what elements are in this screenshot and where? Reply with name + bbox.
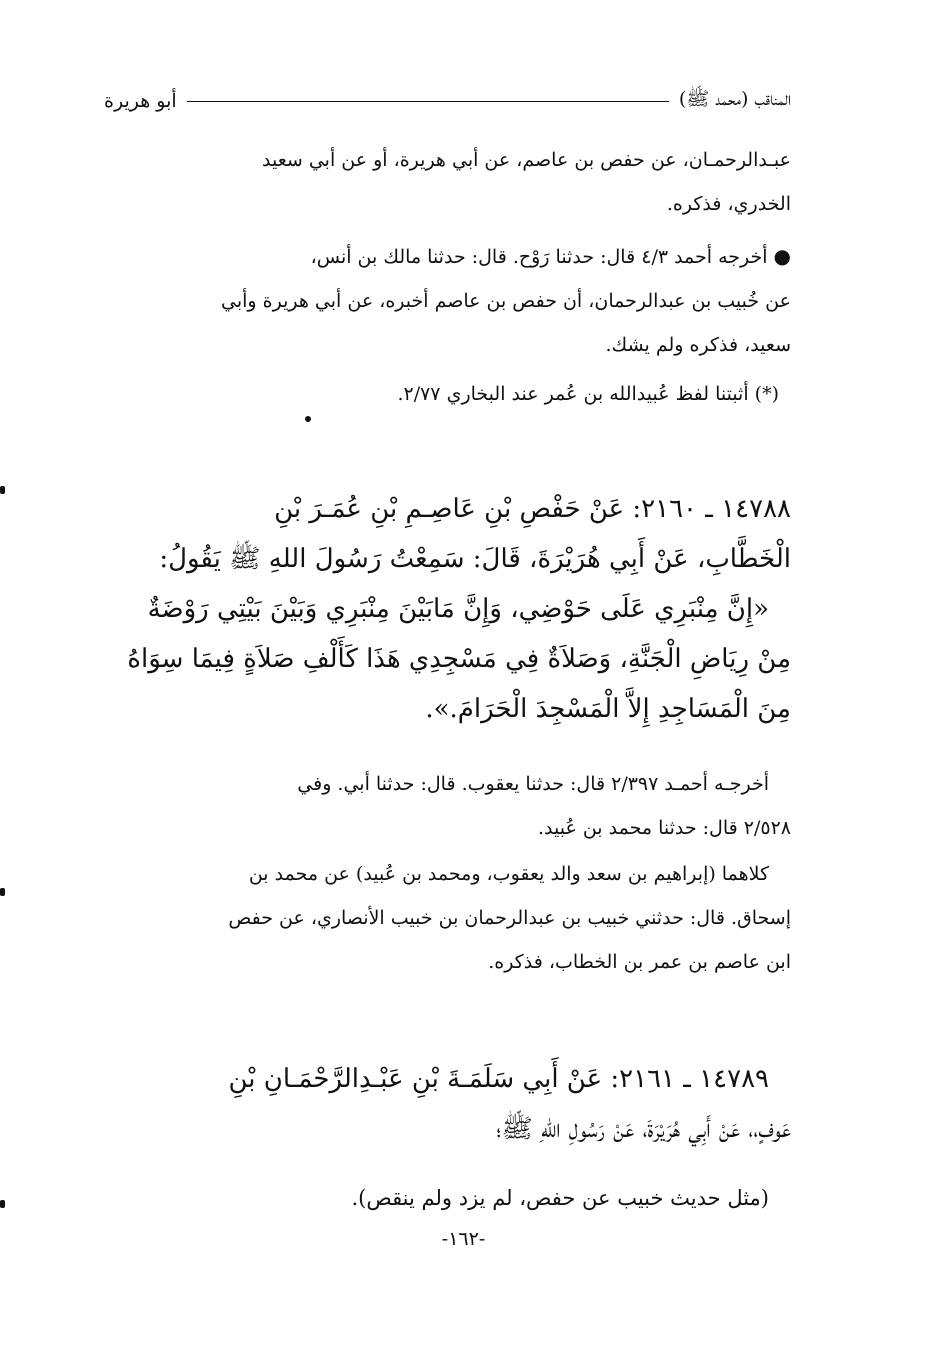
text-line: عن خُبيب بن عبدالرحمان، أن حفص بن عاصم أخبره، عن أبي هريرة وأبي bbox=[221, 290, 791, 312]
scan-edge-mark bbox=[0, 888, 5, 896]
hadith-line: «إِنَّ مِنْبَرِي عَلَى حَوْضِي، وَإِنَّ مَابَيْنَ مِنْبَرِي وَبَيْنَ بَيْتِي رَوْضَةٌ bbox=[147, 594, 769, 624]
running-header bbox=[104, 86, 791, 116]
hadith-14789 bbox=[104, 1054, 791, 1154]
bullet-icon: ● bbox=[773, 244, 791, 268]
paragraph-takhrij-ahmad bbox=[104, 234, 791, 367]
header-narrator-name: أبو هريرة bbox=[104, 90, 177, 112]
hadith-14788 bbox=[104, 484, 791, 734]
hadith-line: ١٤٧٨٩ ـ ٢١٦١: عَنْ أَبِي سَلَمَـةَ بْنِ عَبْـدِالرَّحْمَـانِ بْنِ bbox=[228, 1064, 769, 1094]
scan-edge-mark bbox=[0, 486, 5, 494]
text-line: أخرجـه أحمـد ٢/٣٩٧ قال: حدثنا يعقوب. قال: حدثنا أبي. وفي bbox=[297, 773, 769, 795]
hadith-line: مِنْ رِيَاضِ الْجَنَّةِ، وَصَلاَةٌ فِي مَسْجِدِي هَذَا كَأَلْفِ صَلاَةٍ فِيمَا سِوَاهُ bbox=[127, 644, 791, 674]
footnote-text: (*) أثبتنا لفظ عُبيدالله بن عُمر عند البخاري ٢/٧٧. bbox=[397, 383, 779, 405]
hadith-line: ١٤٧٨٨ ـ ٢١٦٠: عَنْ حَفْصِ بْنِ عَاصِـمِ بْنِ عُمَـرَ بْنِ bbox=[274, 494, 791, 524]
hadith-line: مِنَ الْمَسَاجِدِ إِلاَّ الْمَسْجِدَ الْحَرَامَ.». bbox=[425, 694, 791, 724]
header-section-title: المناقب (محمد ﷺ) bbox=[678, 88, 791, 110]
paragraph-chain-end bbox=[104, 138, 791, 226]
text-line: ●أخرجه أحمد ٤/٣ قال: حدثنا رَوْح. قال: حدثنا مالك بن أنس، bbox=[310, 244, 791, 268]
hadith-line: الْخَطَّابِ، عَنْ أَبِي هُرَيْرَةَ، قَالَ: سَمِعْتُ رَسُولَ اللهِ ﷺ يَقُولُ: bbox=[159, 544, 791, 574]
page-number: -١٦٢- bbox=[441, 1228, 486, 1250]
header-rule bbox=[187, 101, 669, 102]
footnote bbox=[104, 372, 791, 416]
text-line: ٢/٥٢٨ قال: حدثنا محمد بن عُبيد. bbox=[537, 817, 791, 839]
note-14789 bbox=[104, 1176, 791, 1220]
chain-summary-14788 bbox=[104, 852, 791, 984]
text-line: كلاهما (إبراهيم بن سعد والد يعقوب، ومحمد بن عُبيد) عن محمد بن bbox=[248, 863, 769, 885]
text-line: عبـدالرحمـان، عن حفص بن عاصم، عن أبي هريرة، أو عن أبي سعيد bbox=[261, 149, 791, 171]
text-line: الخدري، فذكره. bbox=[666, 193, 791, 215]
text-line: ابن عاصم بن عمر بن الخطاب، فذكره. bbox=[488, 951, 791, 973]
text-line: إسحاق. قال: حدثني خبيب بن عبدالرحمان بن خبيب الأنصاري، عن حفص bbox=[228, 907, 791, 929]
hadith-line: عَوفٍ،، عَنْ أَبِي هُرَيْرَةَ، عَنْ رَسُولِ اللهِ ﷺ؛ bbox=[496, 1114, 791, 1144]
note-text: (مثل حديث خبيب عن حفص، لم يزد ولم ينقص). bbox=[351, 1186, 769, 1210]
text-line: سعيد، فذكره ولم يشك. bbox=[605, 334, 791, 356]
scan-edge-mark bbox=[0, 1200, 5, 1208]
takhrij-14788 bbox=[104, 762, 791, 850]
dot-marker bbox=[305, 416, 311, 422]
